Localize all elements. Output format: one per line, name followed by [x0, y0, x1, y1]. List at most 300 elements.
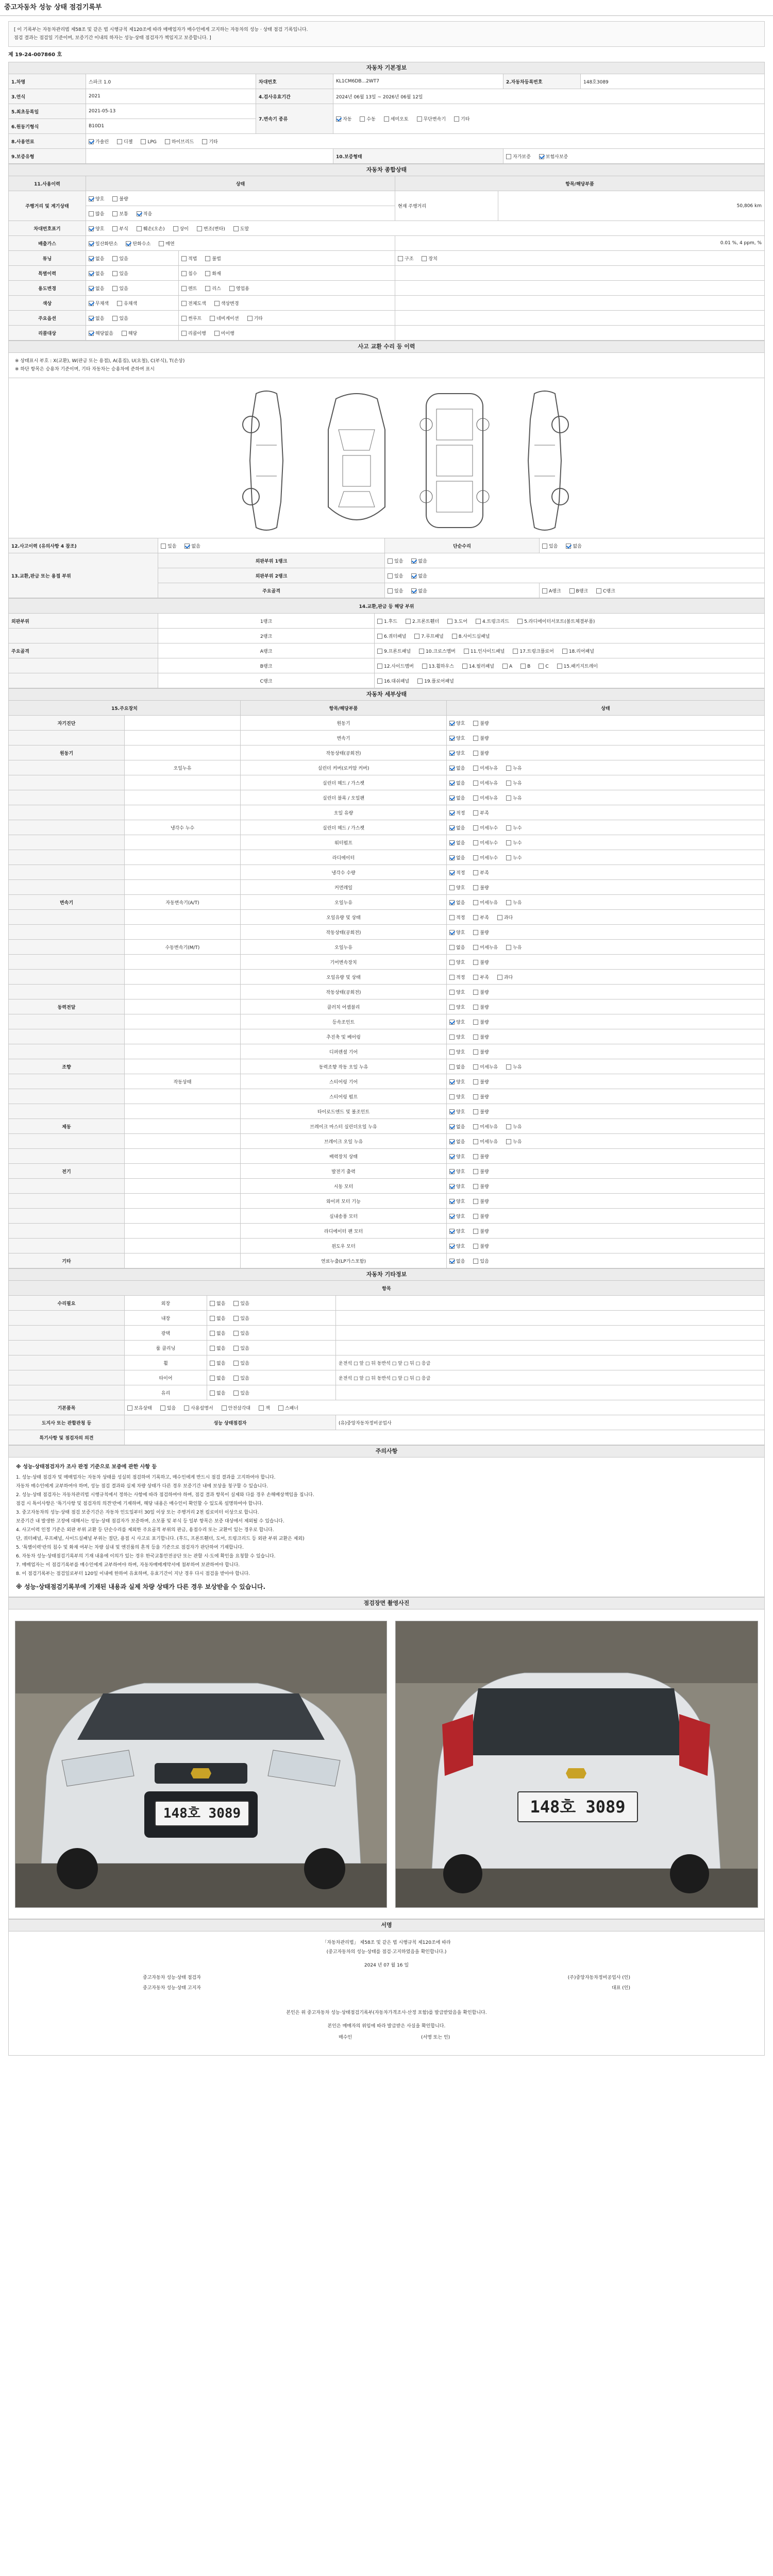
checkbox-option[interactable]	[233, 1345, 249, 1351]
unchecked-box-icon[interactable]	[506, 154, 511, 159]
unchecked-box-icon[interactable]	[473, 990, 478, 995]
checkbox-option[interactable]	[449, 929, 465, 936]
checked-box-icon[interactable]	[449, 1154, 455, 1159]
checkbox-option[interactable]	[449, 1138, 465, 1145]
unchecked-box-icon[interactable]	[112, 211, 117, 216]
unchecked-box-icon[interactable]	[473, 1049, 478, 1055]
unchecked-box-icon[interactable]	[159, 241, 164, 246]
checkbox-option[interactable]	[506, 1123, 522, 1130]
checkbox-option[interactable]	[473, 839, 498, 846]
checkbox-option[interactable]	[562, 648, 594, 654]
checkbox-option[interactable]	[184, 1404, 213, 1411]
unchecked-box-icon[interactable]	[181, 271, 187, 276]
unchecked-box-icon[interactable]	[449, 1005, 455, 1010]
checkbox-option[interactable]	[449, 1093, 465, 1100]
checkbox-option[interactable]	[520, 664, 530, 669]
unchecked-box-icon[interactable]	[473, 1079, 478, 1084]
checkbox-option[interactable]	[449, 735, 465, 741]
checkbox-option[interactable]	[497, 974, 513, 980]
checkbox-option[interactable]	[449, 1004, 465, 1010]
checked-box-icon[interactable]	[89, 256, 94, 261]
checkbox-option[interactable]	[449, 765, 465, 771]
checked-box-icon[interactable]	[449, 855, 455, 860]
checkbox-option[interactable]	[473, 944, 498, 951]
checkbox-option[interactable]	[89, 240, 117, 247]
checked-box-icon[interactable]	[449, 1020, 455, 1025]
checkbox-option[interactable]	[506, 794, 522, 801]
checkbox-option[interactable]	[165, 138, 194, 145]
checkbox-option[interactable]	[473, 869, 489, 876]
checkbox-option[interactable]	[473, 1138, 498, 1145]
checked-box-icon[interactable]	[449, 840, 455, 845]
checkbox-option[interactable]	[476, 618, 509, 624]
checkbox-option[interactable]	[539, 664, 548, 669]
unchecked-box-icon[interactable]	[214, 331, 220, 336]
unchecked-box-icon[interactable]	[506, 825, 511, 831]
checked-box-icon[interactable]	[449, 870, 455, 875]
checkbox-option[interactable]	[388, 572, 403, 579]
checkbox-option[interactable]	[449, 914, 465, 921]
unchecked-box-icon[interactable]	[377, 664, 382, 669]
unchecked-box-icon[interactable]	[506, 840, 511, 845]
checkbox-option[interactable]	[377, 677, 409, 684]
unchecked-box-icon[interactable]	[233, 1346, 239, 1351]
unchecked-box-icon[interactable]	[473, 1214, 478, 1219]
checkbox-option[interactable]	[117, 300, 137, 307]
unchecked-box-icon[interactable]	[506, 855, 511, 860]
unchecked-box-icon[interactable]	[112, 271, 117, 276]
checkbox-option[interactable]	[197, 225, 225, 232]
checked-box-icon[interactable]	[449, 1259, 455, 1264]
checked-box-icon[interactable]	[89, 271, 94, 276]
unchecked-box-icon[interactable]	[181, 301, 187, 306]
checkbox-option[interactable]	[506, 779, 522, 786]
checkbox-option[interactable]	[449, 720, 465, 726]
unchecked-box-icon[interactable]	[184, 1405, 189, 1411]
checkbox-option[interactable]	[473, 1153, 489, 1160]
checkbox-option[interactable]	[205, 255, 221, 262]
checkbox-option[interactable]	[411, 557, 427, 564]
checkbox-option[interactable]	[160, 1404, 176, 1411]
unchecked-box-icon[interactable]	[473, 825, 478, 831]
checked-box-icon[interactable]	[449, 751, 455, 756]
checkbox-option[interactable]	[473, 1004, 489, 1010]
checkbox-option[interactable]	[449, 1123, 465, 1130]
checked-box-icon[interactable]	[449, 1079, 455, 1084]
checkbox-option[interactable]	[473, 824, 498, 831]
checkbox-option[interactable]	[449, 1063, 465, 1070]
checkbox-option[interactable]	[89, 195, 104, 202]
unchecked-box-icon[interactable]	[497, 915, 502, 920]
checkbox-option[interactable]	[181, 285, 197, 292]
checked-box-icon[interactable]	[449, 795, 455, 801]
checkbox-option[interactable]	[473, 1168, 489, 1175]
checkbox-option[interactable]	[112, 225, 128, 232]
checkbox-option[interactable]	[449, 1168, 465, 1175]
checkbox-option[interactable]	[473, 1093, 489, 1100]
unchecked-box-icon[interactable]	[89, 211, 94, 216]
checkbox-option[interactable]	[388, 587, 403, 594]
checkbox-option[interactable]	[210, 315, 239, 321]
checkbox-option[interactable]	[497, 914, 513, 921]
checkbox-option[interactable]	[449, 1048, 465, 1055]
unchecked-box-icon[interactable]	[473, 1020, 478, 1025]
checkbox-option[interactable]	[181, 300, 206, 307]
checkbox-option[interactable]	[449, 1078, 465, 1085]
checked-box-icon[interactable]	[89, 316, 94, 321]
checked-box-icon[interactable]	[449, 766, 455, 771]
checkbox-option[interactable]	[89, 210, 104, 217]
unchecked-box-icon[interactable]	[506, 781, 511, 786]
unchecked-box-icon[interactable]	[473, 721, 478, 726]
checkbox-option[interactable]	[596, 587, 615, 594]
checkbox-option[interactable]	[422, 255, 437, 262]
unchecked-box-icon[interactable]	[473, 1124, 478, 1129]
unchecked-box-icon[interactable]	[542, 588, 547, 594]
unchecked-box-icon[interactable]	[161, 544, 166, 549]
unchecked-box-icon[interactable]	[117, 139, 122, 144]
checkbox-option[interactable]	[205, 285, 221, 292]
checkbox-option[interactable]	[449, 1198, 465, 1205]
unchecked-box-icon[interactable]	[557, 664, 562, 669]
unchecked-box-icon[interactable]	[210, 1361, 215, 1366]
unchecked-box-icon[interactable]	[447, 619, 452, 624]
checkbox-option[interactable]	[473, 989, 489, 995]
unchecked-box-icon[interactable]	[233, 1316, 239, 1321]
checkbox-option[interactable]	[233, 1315, 249, 1321]
unchecked-box-icon[interactable]	[181, 256, 187, 261]
checkbox-option[interactable]	[422, 663, 454, 669]
unchecked-box-icon[interactable]	[473, 1139, 478, 1144]
unchecked-box-icon[interactable]	[377, 634, 382, 639]
checkbox-option[interactable]	[181, 315, 201, 321]
unchecked-box-icon[interactable]	[377, 619, 382, 624]
checked-box-icon[interactable]	[449, 930, 455, 935]
unchecked-box-icon[interactable]	[506, 1124, 511, 1129]
checkbox-option[interactable]	[181, 255, 197, 262]
checkbox-option[interactable]	[449, 974, 465, 980]
checkbox-option[interactable]	[377, 663, 414, 669]
checkbox-option[interactable]	[542, 543, 558, 549]
checkbox-option[interactable]	[205, 270, 221, 277]
unchecked-box-icon[interactable]	[417, 116, 422, 122]
unchecked-box-icon[interactable]	[233, 1376, 239, 1381]
unchecked-box-icon[interactable]	[112, 316, 117, 321]
unchecked-box-icon[interactable]	[210, 1301, 215, 1306]
checkbox-option[interactable]	[452, 633, 490, 639]
unchecked-box-icon[interactable]	[112, 226, 117, 231]
checkbox-option[interactable]	[161, 543, 176, 549]
checkbox-option[interactable]	[506, 153, 531, 160]
checked-box-icon[interactable]	[137, 211, 142, 216]
checkbox-option[interactable]	[137, 225, 165, 232]
checkbox-option[interactable]	[473, 1019, 489, 1025]
checked-box-icon[interactable]	[89, 196, 94, 201]
checkbox-option[interactable]	[449, 989, 465, 995]
checkbox-option[interactable]	[159, 240, 174, 247]
unchecked-box-icon[interactable]	[462, 664, 467, 669]
checkbox-option[interactable]	[449, 1213, 465, 1219]
unchecked-box-icon[interactable]	[449, 960, 455, 965]
unchecked-box-icon[interactable]	[414, 634, 419, 639]
checkbox-option[interactable]	[449, 884, 465, 891]
checkbox-option[interactable]	[222, 1404, 250, 1411]
checkbox-option[interactable]	[473, 750, 489, 756]
unchecked-box-icon[interactable]	[165, 139, 170, 144]
unchecked-box-icon[interactable]	[202, 139, 207, 144]
checkbox-option[interactable]	[506, 839, 522, 846]
checkbox-option[interactable]	[229, 285, 249, 292]
checkbox-option[interactable]	[473, 884, 489, 891]
unchecked-box-icon[interactable]	[205, 271, 210, 276]
checkbox-option[interactable]	[449, 1033, 465, 1040]
unchecked-box-icon[interactable]	[473, 840, 478, 845]
unchecked-box-icon[interactable]	[210, 1316, 215, 1321]
checkbox-option[interactable]	[473, 1078, 489, 1085]
checked-box-icon[interactable]	[89, 226, 94, 231]
unchecked-box-icon[interactable]	[160, 1405, 165, 1411]
checkbox-option[interactable]	[473, 1033, 489, 1040]
unchecked-box-icon[interactable]	[473, 766, 478, 771]
checked-box-icon[interactable]	[449, 721, 455, 726]
unchecked-box-icon[interactable]	[473, 795, 478, 801]
unchecked-box-icon[interactable]	[473, 900, 478, 905]
checkbox-option[interactable]	[112, 195, 128, 202]
unchecked-box-icon[interactable]	[173, 226, 178, 231]
checkbox-option[interactable]	[506, 899, 522, 906]
checkbox-option[interactable]	[473, 854, 498, 861]
unchecked-box-icon[interactable]	[205, 256, 210, 261]
checked-box-icon[interactable]	[411, 558, 416, 564]
checkbox-option[interactable]	[473, 959, 489, 965]
checkbox-option[interactable]	[473, 974, 489, 980]
checked-box-icon[interactable]	[89, 286, 94, 291]
checked-box-icon[interactable]	[539, 154, 544, 159]
checkbox-option[interactable]	[449, 750, 465, 756]
unchecked-box-icon[interactable]	[449, 945, 455, 950]
checkbox-option[interactable]	[411, 587, 427, 594]
unchecked-box-icon[interactable]	[181, 286, 187, 291]
unchecked-box-icon[interactable]	[112, 286, 117, 291]
checkbox-option[interactable]	[181, 270, 197, 277]
checkbox-option[interactable]	[513, 648, 553, 654]
checkbox-option[interactable]	[112, 315, 128, 321]
unchecked-box-icon[interactable]	[506, 1064, 511, 1070]
checked-box-icon[interactable]	[566, 544, 571, 549]
unchecked-box-icon[interactable]	[377, 649, 382, 654]
checkbox-option[interactable]	[449, 779, 465, 786]
unchecked-box-icon[interactable]	[473, 781, 478, 786]
checkbox-option[interactable]	[89, 225, 104, 232]
unchecked-box-icon[interactable]	[497, 975, 502, 980]
checkbox-option[interactable]	[506, 1063, 522, 1070]
unchecked-box-icon[interactable]	[449, 1049, 455, 1055]
checked-box-icon[interactable]	[449, 900, 455, 905]
checked-box-icon[interactable]	[449, 1229, 455, 1234]
unchecked-box-icon[interactable]	[506, 1139, 511, 1144]
checkbox-option[interactable]	[449, 1228, 465, 1234]
checked-box-icon[interactable]	[449, 1184, 455, 1189]
checkbox-option[interactable]	[473, 1063, 498, 1070]
checkbox-option[interactable]	[89, 300, 109, 307]
unchecked-box-icon[interactable]	[569, 588, 575, 594]
checkbox-option[interactable]	[233, 1360, 249, 1366]
checkbox-option[interactable]	[449, 854, 465, 861]
checkbox-option[interactable]	[449, 959, 465, 965]
unchecked-box-icon[interactable]	[112, 256, 117, 261]
checkbox-option[interactable]	[89, 330, 113, 336]
unchecked-box-icon[interactable]	[473, 1184, 478, 1189]
checkbox-option[interactable]	[233, 1389, 249, 1396]
checkbox-option[interactable]	[126, 240, 150, 247]
unchecked-box-icon[interactable]	[473, 930, 478, 935]
checkbox-option[interactable]	[233, 1330, 249, 1336]
unchecked-box-icon[interactable]	[473, 1229, 478, 1234]
unchecked-box-icon[interactable]	[473, 1154, 478, 1159]
unchecked-box-icon[interactable]	[278, 1405, 283, 1411]
unchecked-box-icon[interactable]	[259, 1405, 264, 1411]
checkbox-option[interactable]	[566, 543, 581, 549]
unchecked-box-icon[interactable]	[454, 116, 459, 122]
unchecked-box-icon[interactable]	[506, 766, 511, 771]
unchecked-box-icon[interactable]	[181, 316, 187, 321]
unchecked-box-icon[interactable]	[449, 1094, 455, 1099]
checkbox-option[interactable]	[473, 914, 489, 921]
unchecked-box-icon[interactable]	[464, 649, 469, 654]
checkbox-option[interactable]	[473, 1243, 489, 1249]
checkbox-option[interactable]	[449, 1108, 465, 1115]
checkbox-option[interactable]	[210, 1315, 225, 1321]
checked-box-icon[interactable]	[411, 573, 416, 579]
unchecked-box-icon[interactable]	[233, 1331, 239, 1336]
checkbox-option[interactable]	[377, 633, 406, 639]
unchecked-box-icon[interactable]	[473, 975, 478, 980]
checkbox-option[interactable]	[473, 794, 498, 801]
unchecked-box-icon[interactable]	[596, 588, 601, 594]
checkbox-option[interactable]	[557, 663, 598, 669]
checkbox-option[interactable]	[377, 648, 411, 654]
unchecked-box-icon[interactable]	[449, 1035, 455, 1040]
checkbox-option[interactable]	[449, 839, 465, 846]
checkbox-option[interactable]	[388, 557, 403, 564]
unchecked-box-icon[interactable]	[388, 588, 393, 594]
checkbox-option[interactable]	[449, 944, 465, 951]
unchecked-box-icon[interactable]	[539, 664, 544, 669]
checkbox-option[interactable]	[278, 1404, 298, 1411]
unchecked-box-icon[interactable]	[473, 1035, 478, 1040]
checkbox-option[interactable]	[454, 115, 469, 122]
unchecked-box-icon[interactable]	[506, 795, 511, 801]
checkbox-option[interactable]	[117, 138, 132, 145]
unchecked-box-icon[interactable]	[473, 960, 478, 965]
checkbox-option[interactable]	[336, 115, 351, 122]
checkbox-option[interactable]	[569, 587, 589, 594]
checkbox-option[interactable]	[214, 330, 234, 336]
checkbox-option[interactable]	[502, 664, 512, 669]
checkbox-option[interactable]	[473, 779, 498, 786]
checkbox-option[interactable]	[473, 1108, 489, 1115]
checkbox-option[interactable]	[360, 115, 375, 122]
checkbox-option[interactable]	[419, 648, 456, 654]
checked-box-icon[interactable]	[449, 1214, 455, 1219]
checked-box-icon[interactable]	[89, 331, 94, 336]
unchecked-box-icon[interactable]	[210, 1376, 215, 1381]
checkbox-option[interactable]	[137, 210, 152, 217]
checked-box-icon[interactable]	[449, 1169, 455, 1174]
checkbox-option[interactable]	[506, 765, 522, 771]
checkbox-option[interactable]	[112, 285, 128, 292]
checkbox-option[interactable]	[449, 869, 465, 876]
unchecked-box-icon[interactable]	[562, 649, 567, 654]
checkbox-option[interactable]	[473, 929, 489, 936]
unchecked-box-icon[interactable]	[473, 1169, 478, 1174]
checkbox-option[interactable]	[112, 270, 128, 277]
checkbox-option[interactable]	[506, 854, 522, 861]
checkbox-option[interactable]	[449, 1019, 465, 1025]
unchecked-box-icon[interactable]	[112, 196, 117, 201]
checkbox-option[interactable]	[447, 618, 467, 624]
unchecked-box-icon[interactable]	[197, 226, 202, 231]
unchecked-box-icon[interactable]	[542, 544, 547, 549]
checkbox-option[interactable]	[259, 1404, 270, 1411]
unchecked-box-icon[interactable]	[449, 885, 455, 890]
unchecked-box-icon[interactable]	[222, 1405, 227, 1411]
checkbox-option[interactable]	[449, 1243, 465, 1249]
unchecked-box-icon[interactable]	[214, 301, 220, 306]
checkbox-option[interactable]	[506, 944, 522, 951]
checkbox-option[interactable]	[127, 1404, 152, 1411]
checked-box-icon[interactable]	[411, 588, 416, 594]
checkbox-option[interactable]	[449, 899, 465, 906]
checkbox-option[interactable]	[449, 809, 465, 816]
unchecked-box-icon[interactable]	[210, 316, 215, 321]
checked-box-icon[interactable]	[449, 1109, 455, 1114]
unchecked-box-icon[interactable]	[417, 679, 423, 684]
checkbox-option[interactable]	[210, 1345, 225, 1351]
checkbox-option[interactable]	[210, 1389, 225, 1396]
checkbox-option[interactable]	[539, 153, 568, 160]
checkbox-option[interactable]	[473, 809, 489, 816]
unchecked-box-icon[interactable]	[233, 1361, 239, 1366]
checkbox-option[interactable]	[112, 255, 128, 262]
checkbox-option[interactable]	[473, 1228, 489, 1234]
checkbox-option[interactable]	[112, 210, 128, 217]
unchecked-box-icon[interactable]	[473, 1064, 478, 1070]
checkbox-option[interactable]	[233, 1300, 249, 1307]
unchecked-box-icon[interactable]	[473, 870, 478, 875]
checkbox-option[interactable]	[473, 1123, 498, 1130]
checked-box-icon[interactable]	[336, 116, 341, 122]
checkbox-option[interactable]	[184, 543, 200, 549]
unchecked-box-icon[interactable]	[377, 679, 382, 684]
checkbox-option[interactable]	[414, 633, 443, 639]
unchecked-box-icon[interactable]	[473, 736, 478, 741]
unchecked-box-icon[interactable]	[233, 226, 239, 231]
checkbox-option[interactable]	[449, 1153, 465, 1160]
checkbox-option[interactable]	[417, 677, 454, 684]
unchecked-box-icon[interactable]	[449, 990, 455, 995]
checkbox-option[interactable]	[464, 648, 505, 654]
unchecked-box-icon[interactable]	[473, 1259, 478, 1264]
unchecked-box-icon[interactable]	[388, 558, 393, 564]
checked-box-icon[interactable]	[449, 781, 455, 786]
unchecked-box-icon[interactable]	[449, 1064, 455, 1070]
checkbox-option[interactable]	[473, 899, 498, 906]
checkbox-option[interactable]	[89, 138, 109, 145]
unchecked-box-icon[interactable]	[473, 885, 478, 890]
unchecked-box-icon[interactable]	[388, 573, 393, 579]
unchecked-box-icon[interactable]	[398, 256, 403, 261]
